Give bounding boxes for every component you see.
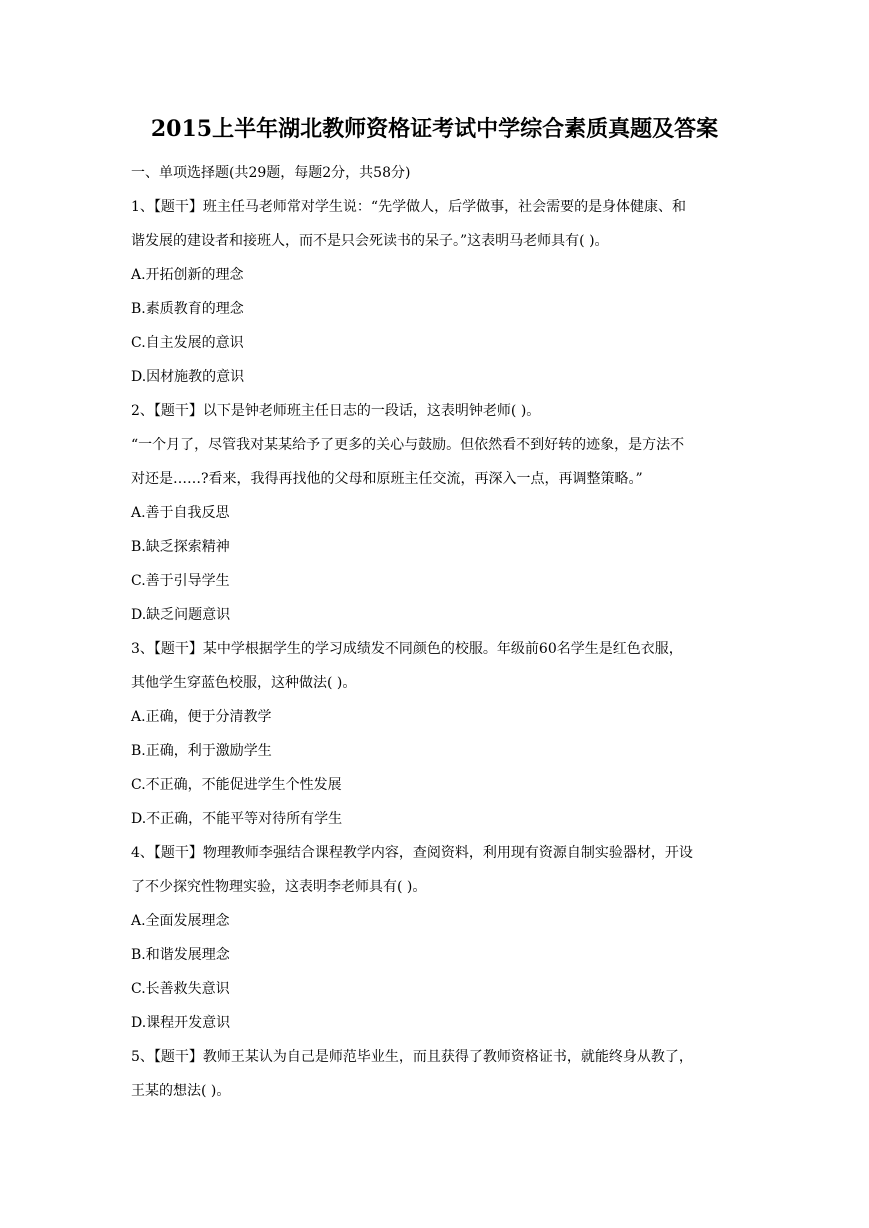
question-stem-line: 3、【题干】某中学根据学生的学习成绩发不同颜色的校服。年级前60名学生是红色衣服， <box>131 641 683 657</box>
option-c: C.不正确，不能促进学生个性发展 <box>131 777 342 793</box>
option-c: C.善于引导学生 <box>131 573 230 589</box>
question-stem-line: 5、【题干】教师王某认为自己是师范毕业生，而且获得了教师资格证书，就能终身从教了， <box>131 1049 693 1065</box>
option-d: D.不正确，不能平等对待所有学生 <box>131 811 343 827</box>
option-a: A.全面发展理念 <box>131 913 230 929</box>
question-stem-line: “一个月了，尽管我对某某给予了更多的关心与鼓励。但依然看不到好转的迹象，是方法不 <box>131 437 685 453</box>
option-b: B.缺乏探索精神 <box>131 539 230 555</box>
question-1 <box>131 190 741 394</box>
option-a: A.善于自我反思 <box>131 505 230 521</box>
option-d: D.缺乏问题意识 <box>131 607 231 623</box>
question-4 <box>131 836 741 1040</box>
question-2 <box>131 394 741 632</box>
question-5 <box>131 1040 741 1108</box>
question-stem-line: 谐发展的建设者和接班人，而不是只会死读书的呆子。”这表明马老师具有( )。 <box>131 233 609 249</box>
option-b: B.素质教育的理念 <box>131 301 244 317</box>
option-c: C.自主发展的意识 <box>131 335 244 351</box>
option-d: D.课程开发意识 <box>131 1015 231 1031</box>
question-stem-line: 对还是……?看来，我得再找他的父母和原班主任交流，再深入一点，再调整策略。” <box>131 471 643 487</box>
document-title: 2015上半年湖北教师资格证考试中学综合素质真题及答案 <box>150 116 719 142</box>
option-c: C.长善救失意识 <box>131 981 230 997</box>
option-b: B.和谐发展理念 <box>131 947 230 963</box>
option-d: D.因材施教的意识 <box>131 369 245 385</box>
question-stem-line: 了不少探究性物理实验，这表明李老师具有( )。 <box>131 879 427 895</box>
question-stem-line: 1、【题干】班主任马老师常对学生说：“先学做人，后学做事，社会需要的是身体健康、和 <box>131 199 687 215</box>
section-heading: 一、单项选择题(共29题，每题2分，共58分) <box>131 165 411 181</box>
question-stem-line: 2、【题干】以下是钟老师班主任日志的一段话，这表明钟老师( )。 <box>131 403 541 419</box>
question-3 <box>131 632 741 836</box>
option-a: A.开拓创新的理念 <box>131 267 244 283</box>
option-b: B.正确，利于激励学生 <box>131 743 272 759</box>
question-stem-line: 其他学生穿蓝色校服，这种做法( )。 <box>131 675 357 691</box>
question-stem-line: 王某的想法( )。 <box>131 1083 231 1099</box>
question-stem-line: 4、【题干】物理教师李强结合课程教学内容，查阅资料，利用现有资源自制实验器材，开设 <box>131 845 693 861</box>
option-a: A.正确，便于分清教学 <box>131 709 272 725</box>
document-body <box>131 156 741 1108</box>
